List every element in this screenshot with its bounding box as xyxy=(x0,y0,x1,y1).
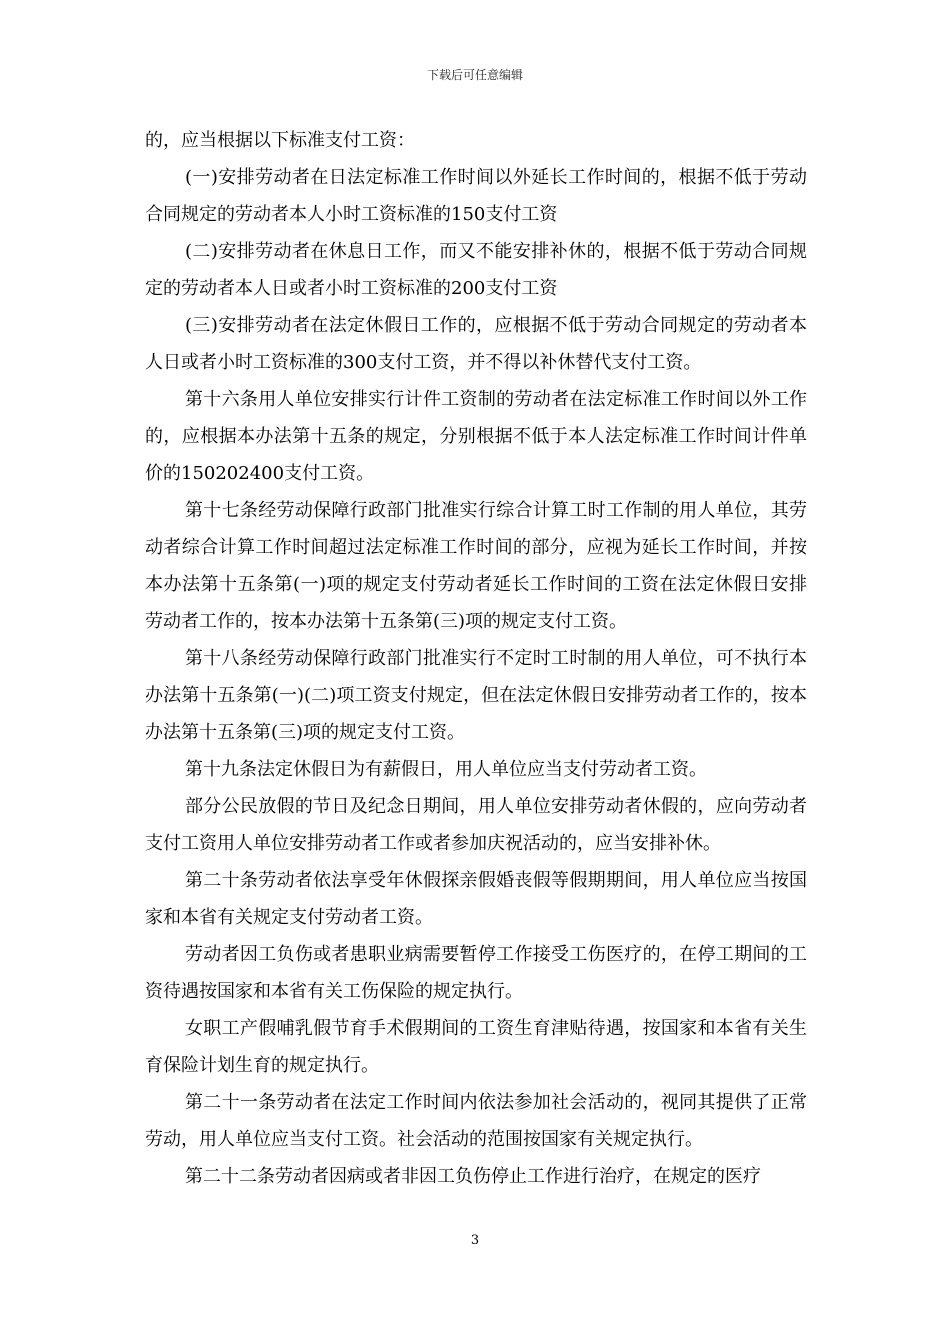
paragraph-article-16: 第十六条用人单位安排实行计件工资制的劳动者在法定标准工作时间以外工作的，应根据本办法第十五条的规定，分别根据不低于本人法定标准工作时间计件单价的150202400支付工资。 xyxy=(145,389,807,484)
paragraph-article-18: 第十八条经劳动保障行政部门批准实行不定时工时制的用人单位，可不执行本办法第十五条第(一)(二)项工资支付规定，但在法定休假日安排劳动者工作的，按本办法第十五条第(三)项的规定支付工资。 xyxy=(145,648,807,743)
paragraph-article-22: 第二十二条劳动者因病或者非因工负伤停止工作进行治疗，在规定的医疗 xyxy=(185,1166,761,1187)
paragraph-article-20: 第二十条劳动者依法享受年休假探亲假婚丧假等假期期间，用人单位应当按国家和本省有关规定支付劳动者工资。 xyxy=(145,870,807,928)
paragraph-item-2: (二)安排劳动者在休息日工作，而又不能安排补休的，根据不低于劳动合同规定的劳动者本人日或者小时工资标准的200支付工资 xyxy=(145,241,807,299)
paragraph-article-19: 第十九条法定休假日为有薪假日，用人单位应当支付劳动者工资。 xyxy=(185,759,707,780)
paragraph-continuation: 的，应当根据以下标准支付工资： xyxy=(145,130,415,151)
paragraph-article-21: 第二十一条劳动者在法定工作时间内依法参加社会活动的，视同其提供了正常劳动，用人单位应当支付工资。社会活动的范围按国家有关规定执行。 xyxy=(145,1092,807,1150)
paragraph-article-20-maternity: 女职工产假哺乳假节育手术假期间的工资生育津贴待遇，按国家和本省有关生育保险计划生育的规定执行。 xyxy=(145,1018,807,1076)
paragraph-article-19-holidays: 部分公民放假的节日及纪念日期间，用人单位安排劳动者休假的，应向劳动者支付工资用人单位安排劳动者工作或者参加庆祝活动的，应当安排补休。 xyxy=(145,796,807,854)
paragraph-item-3: (三)安排劳动者在法定休假日工作的，应根据不低于劳动合同规定的劳动者本人日或者小时工资标准的300支付工资，并不得以补休替代支付工资。 xyxy=(145,315,807,373)
paragraph-article-17: 第十七条经劳动保障行政部门批准实行综合计算工时工作制的用人单位，其劳动者综合计算工作时间超过法定标准工作时间的部分，应视为延长工作时间，并按本办法第十五条第(一)项的规定支付劳动者延长工作时间的工资在法定休假日安排劳动者工作的，按本办法第十五条第(三)项的规定支付工资。 xyxy=(145,500,807,632)
document-body xyxy=(145,122,807,1195)
page-header: 下载后可任意编辑 xyxy=(426,68,523,82)
paragraph-item-1: (一)安排劳动者在日法定标准工作时间以外延长工作时间的，根据不低于劳动合同规定的劳动者本人小时工资标准的150支付工资 xyxy=(145,167,807,225)
page-number: 3 xyxy=(470,1233,480,1248)
paragraph-article-20-injury: 劳动者因工负伤或者患职业病需要暂停工作接受工伤医疗的，在停工期间的工资待遇按国家和本省有关工伤保险的规定执行。 xyxy=(145,944,807,1002)
